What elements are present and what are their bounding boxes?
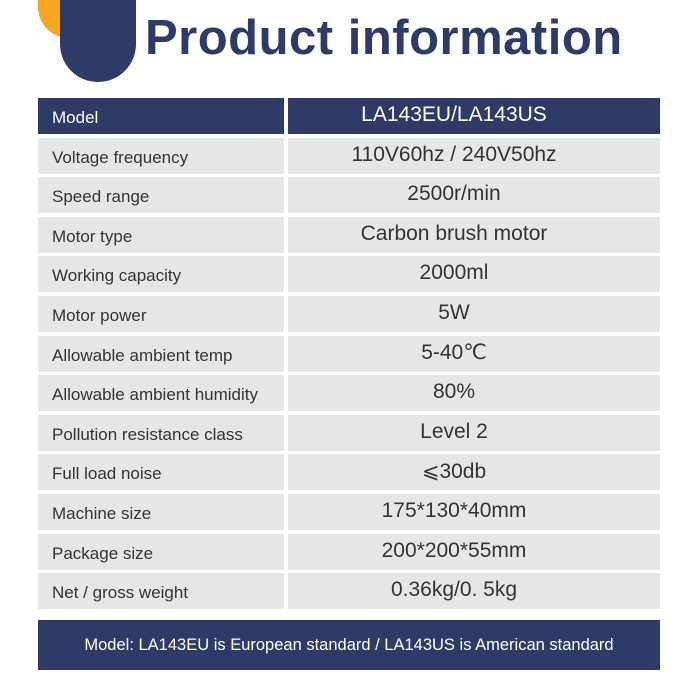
- spec-value: 0.36kg/0. 5kg: [288, 573, 660, 609]
- spec-table: [38, 98, 660, 613]
- spec-label: Net / gross weight: [38, 573, 284, 609]
- spec-label: Package size: [38, 534, 284, 570]
- spec-value: 200*200*55mm: [288, 534, 660, 570]
- table-row: [38, 177, 660, 213]
- spec-value: 2500r/min: [288, 177, 660, 213]
- table-row: [38, 296, 660, 332]
- spec-label: Voltage frequency: [38, 138, 284, 174]
- table-row: [38, 336, 660, 372]
- spec-value: 2000ml: [288, 256, 660, 292]
- spec-value: 5-40℃: [288, 336, 660, 372]
- header-label: Model: [38, 98, 284, 134]
- table-row: [38, 375, 660, 411]
- table-row: [38, 415, 660, 451]
- spec-label: Working capacity: [38, 256, 284, 292]
- spec-label: Speed range: [38, 177, 284, 213]
- spec-label: Motor power: [38, 296, 284, 332]
- spec-label: Motor type: [38, 217, 284, 253]
- page-title: Product information: [145, 11, 623, 65]
- decorative-navy-shape: [60, 0, 136, 82]
- table-row: [38, 534, 660, 570]
- spec-value: 80%: [288, 375, 660, 411]
- spec-value: Level 2: [288, 415, 660, 451]
- table-row: [38, 573, 660, 609]
- spec-value: Carbon brush motor: [288, 217, 660, 253]
- spec-value: 110V60hz / 240V50hz: [288, 138, 660, 174]
- table-row: [38, 256, 660, 292]
- header-value: LA143EU/LA143US: [288, 98, 660, 134]
- spec-value: ⩽30db: [288, 454, 660, 490]
- footer-note: Model: LA143EU is European standard / LA143US is American standard: [38, 620, 660, 670]
- spec-label: Allowable ambient temp: [38, 336, 284, 372]
- spec-value: 175*130*40mm: [288, 494, 660, 530]
- table-row: [38, 138, 660, 174]
- spec-label: Machine size: [38, 494, 284, 530]
- table-row: [38, 494, 660, 530]
- spec-rows: [38, 138, 660, 610]
- table-header-row: [38, 98, 660, 134]
- spec-label: Full load noise: [38, 454, 284, 490]
- spec-value: 5W: [288, 296, 660, 332]
- table-row: [38, 217, 660, 253]
- table-row: [38, 454, 660, 490]
- spec-label: Pollution resistance class: [38, 415, 284, 451]
- spec-label: Allowable ambient humidity: [38, 375, 284, 411]
